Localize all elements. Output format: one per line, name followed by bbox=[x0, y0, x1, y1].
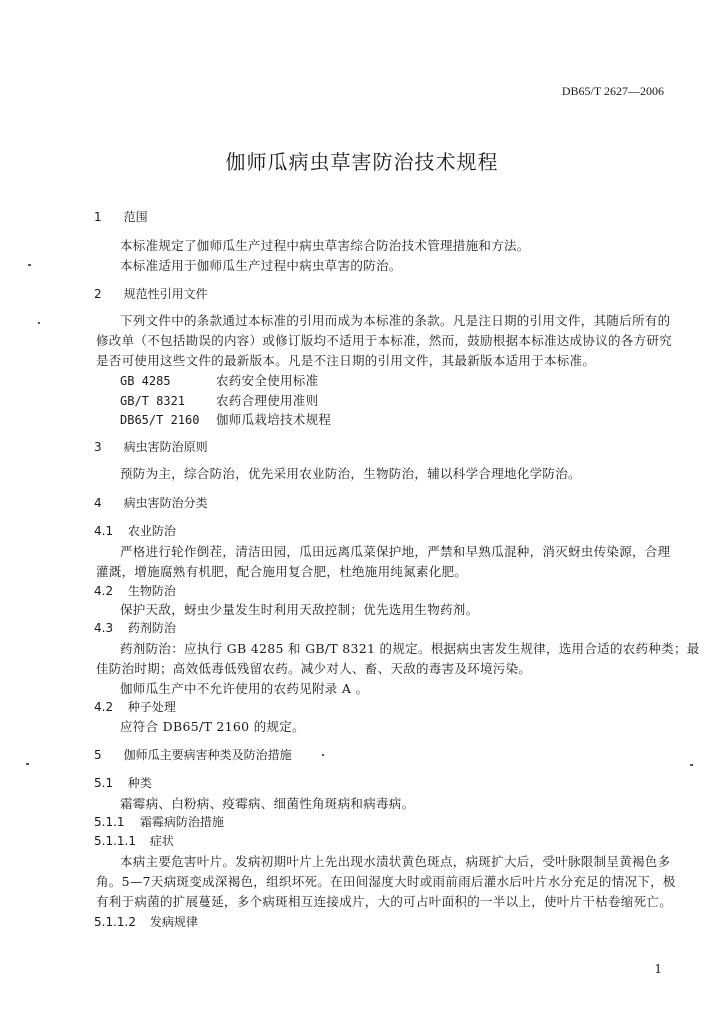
standard-code: DB65/T 2627—2006 bbox=[561, 84, 664, 98]
section-4-3-line-3: 伽师瓜生产中不允许使用的农药见附录 A 。 bbox=[120, 681, 369, 696]
section-5-1-1-1-line-2: 角。5—7天病斑变成深褐色，组织坏死。在田间湿度大时或雨前雨后灌水后叶片水分充足的情况下，极 bbox=[96, 874, 676, 889]
reference-item: GB 4285 农药安全使用标准 bbox=[120, 373, 319, 388]
document-title: 伽师瓜病虫草害防治技术规程 bbox=[225, 150, 499, 174]
scan-speck bbox=[322, 754, 324, 756]
section-4-3-line-1: 药剂防治：应执行 GB 4285 和 GB/T 8321 的规定。根据病虫害发生规律，选用合适的农药种类；最 bbox=[120, 641, 700, 656]
scan-speck bbox=[38, 322, 40, 324]
scan-speck bbox=[690, 764, 693, 766]
section-2-line-2: 修改单（不包括勘误的内容）或修订版均不适用于本标准，然而，鼓励根据本标准达成协议的各方研究 bbox=[96, 333, 673, 348]
reference-item: DB65/T 2160 伽师瓜栽培技术规程 bbox=[120, 412, 332, 427]
section-2-line-3: 是否可使用这些文件的最新版本。凡是不注日期的引用文件，其最新版本适用于本标准。 bbox=[96, 353, 596, 368]
section-4-1-heading: 4.1 农业防治 bbox=[94, 524, 176, 538]
section-4-2b-paragraph: 应符合 DB65/T 2160 的规定。 bbox=[120, 719, 305, 734]
section-4-heading: 4 病虫害防治分类 bbox=[94, 496, 208, 510]
section-4-1-line-2: 灌溉，增施腐熟有机肥，配合施用复合肥，杜绝施用纯氮素化肥。 bbox=[96, 564, 468, 579]
scan-speck bbox=[28, 264, 31, 266]
section-1-paragraph-2: 本标准适用于伽师瓜生产过程中病虫草害的防治。 bbox=[120, 258, 402, 273]
section-5-1-1-2-heading: 5.1.1.2 发病规律 bbox=[94, 915, 198, 929]
section-5-1-1-1-heading: 5.1.1.1 症状 bbox=[94, 834, 174, 848]
page-number: 1 bbox=[654, 962, 662, 976]
section-4-3-line-2: 佳防治时期；高效低毒低残留农药。减少对人、畜、天敌的毒害及环境污染。 bbox=[96, 661, 532, 676]
section-4-2-paragraph: 保护天敌，蚜虫少量发生时利用天敌控制；优先选用生物药剂。 bbox=[120, 602, 479, 617]
section-2-heading: 2 规范性引用文件 bbox=[94, 287, 208, 301]
section-4-2-heading: 4.2 生物防治 bbox=[94, 584, 176, 598]
section-5-heading: 5 伽师瓜主要病害种类及防治措施 bbox=[94, 748, 292, 762]
section-4-2b-heading: 4.2 种子处理 bbox=[94, 700, 176, 714]
section-5-1-1-heading: 5.1.1 霜霉病防治措施 bbox=[94, 815, 224, 829]
reference-item: GB/T 8321 农药合理使用准则 bbox=[120, 393, 319, 408]
section-4-1-line-1: 严格进行轮作倒茬，清洁田园，瓜田远离瓜菜保护地，严禁和早熟瓜混种，消灭蚜虫传染源，合理 bbox=[120, 544, 671, 559]
section-5-1-heading: 5.1 种类 bbox=[94, 776, 152, 790]
section-3-heading: 3 病虫害防治原则 bbox=[94, 440, 208, 454]
scan-speck bbox=[26, 763, 29, 765]
section-5-1-paragraph: 霜霉病、白粉病、疫霉病、细菌性角斑病和病毒病。 bbox=[120, 796, 415, 811]
section-1-heading: 1 范围 bbox=[94, 210, 148, 224]
section-2-line-1: 下列文件中的条款通过本标准的引用而成为本标准的条款。凡是注日期的引用文件，其随后所有的 bbox=[120, 313, 671, 328]
section-3-paragraph: 预防为主，综合防治，优先采用农业防治，生物防治，辅以科学合理地化学防治。 bbox=[120, 466, 581, 481]
section-1-paragraph-1: 本标准规定了伽师瓜生产过程中病虫草害综合防治技术管理措施和方法。 bbox=[120, 238, 530, 253]
section-5-1-1-1-line-3: 有利于病菌的扩展蔓延，多个病斑相互连接成片，大的可占叶面积的一半以上，使叶片干枯卷缩死亡。 bbox=[96, 894, 673, 909]
section-5-1-1-1-line-1: 本病主要危害叶片。发病初期叶片上先出现水渍状黄色斑点，病斑扩大后，受叶脉限制呈黄褐色多 bbox=[120, 854, 671, 869]
section-4-3-heading: 4.3 药剂防治 bbox=[94, 621, 176, 635]
